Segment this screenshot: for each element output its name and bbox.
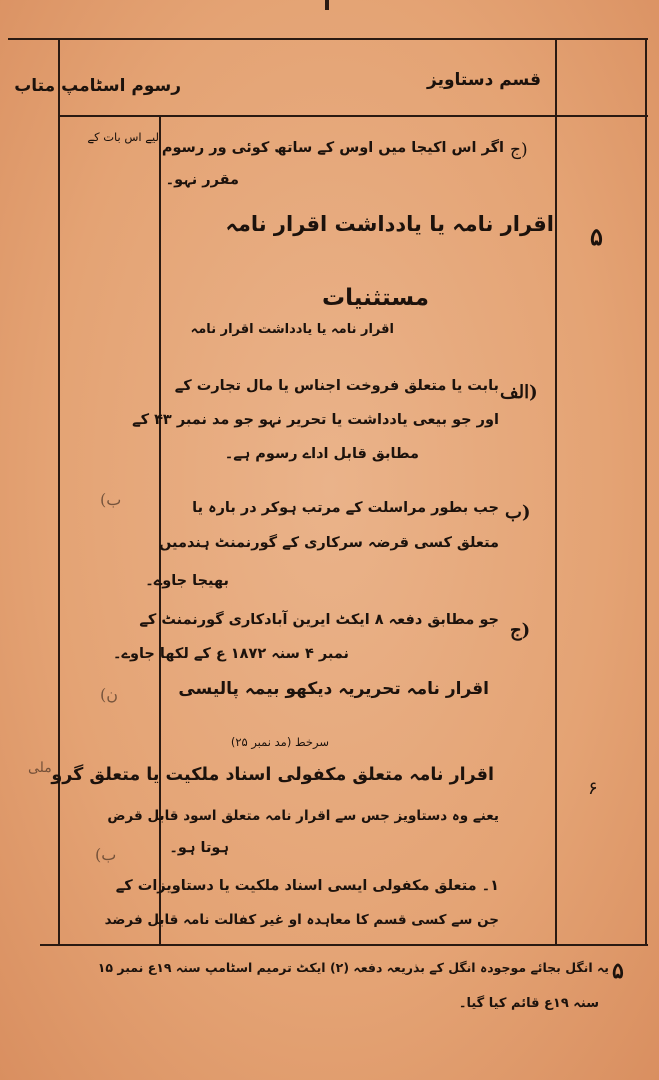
alif-marker: الف): [500, 382, 538, 403]
clause-j-marker: ج): [510, 140, 528, 160]
b-line-1: جب بطور مراسلت کے مرتب ہوکر در بارہ یا: [192, 500, 499, 516]
left-column-mark-2: (ن: [100, 685, 118, 704]
header-rule: [58, 115, 648, 117]
j2-line-3: اقرار نامہ تحریریہ دیکھو بیمہ پالیسی: [178, 679, 489, 699]
exemptions-heading: مستثنیات: [322, 285, 429, 311]
left-column-mark-4: ملی: [28, 760, 52, 776]
b-line-3: بھیجا جاوے۔: [145, 573, 229, 589]
item-5-title: اقرار نامہ یا یادداشت اقرار نامہ: [225, 212, 554, 236]
item-6-line-1: یعنے وہ دستاویز جس سے اقرار نامہ متعلق اسود قابل قرض: [107, 808, 499, 824]
j2-marker: ج): [510, 620, 531, 641]
left-column-mark-1: (ب: [100, 490, 122, 509]
item-6-line-4: جن سے کسی قسم کا معاہدہ او غیر کفالت نامہ قابل فرضد: [104, 912, 499, 928]
footnote-line-1: یہ انگل بجائے موجودہ انگل کے بذریعہ دفعہ (۲) ایکٹ ترمیم اسٹامپ سنہ ۱۹ع نمبر ۱۵: [97, 960, 609, 975]
left-border-rule: [58, 40, 60, 945]
b-line-2: متعلق کسی قرضہ سرکاری کے گورنمنٹ ہندمیں: [159, 535, 499, 551]
item-6-number: ۶: [588, 778, 598, 799]
j2-line-1: جو مطابق دفعہ ۸ ایکٹ ایرین آبادکاری گورنمنٹ کے: [139, 612, 499, 628]
exemptions-subheading: اقرار نامہ یا یادداشت اقرار نامہ: [190, 322, 394, 337]
item-6-title: اقرار نامہ متعلق مکفولی اسناد ملکیت یا متعلق گرو: [51, 765, 494, 785]
alif-line-3: مطابق قابل اداے رسوم ہے۔: [224, 446, 419, 462]
clipped-top-mark: [325, 0, 329, 10]
right-border-rule: [645, 40, 647, 945]
top-rule: [8, 38, 648, 40]
footnote-number: ۵: [612, 958, 624, 984]
alif-line-2: اور جو بیعی یادداشت یا تحریر نہو جو مد نمبر ۴۳ کے: [132, 412, 499, 428]
item-6-line-3: ۱۔ متعلق مکفولی ایسی اسناد ملکیت یا دستاویزات کے: [115, 878, 499, 894]
number-column-rule: [555, 40, 557, 945]
header-document-type: قسم دستاویز: [427, 70, 541, 90]
b-marker: ب): [505, 502, 531, 523]
clause-j-line-2: مقرر نہو۔: [165, 172, 239, 188]
left-column-mark-3: (ب: [95, 845, 117, 864]
header-stamp-duty: رسوم اسٹامپ متاب: [14, 76, 181, 96]
item-6-line-2: ہوتا ہو۔: [169, 840, 229, 856]
j2-line-2: نمبر ۴ سنہ ۱۸۷۲ ع کے لکھا جاوے۔: [112, 646, 349, 662]
reference-line: سرخط (مد نمبر ۲۵): [230, 735, 329, 749]
left-margin-note: لیے اس بات کے: [87, 130, 159, 144]
footnote-line-2: سنہ ۱۹ع قائم کیا گیا۔: [458, 996, 599, 1011]
alif-line-1: بابت یا متعلق فروخت اجناس یا مال تجارت کے: [174, 378, 499, 394]
item-5-number: ۵: [590, 222, 603, 251]
clause-j-line-1: اگر اس اکیجا میں اوس کے ساتھ کوئی ور رسوم: [161, 140, 504, 156]
